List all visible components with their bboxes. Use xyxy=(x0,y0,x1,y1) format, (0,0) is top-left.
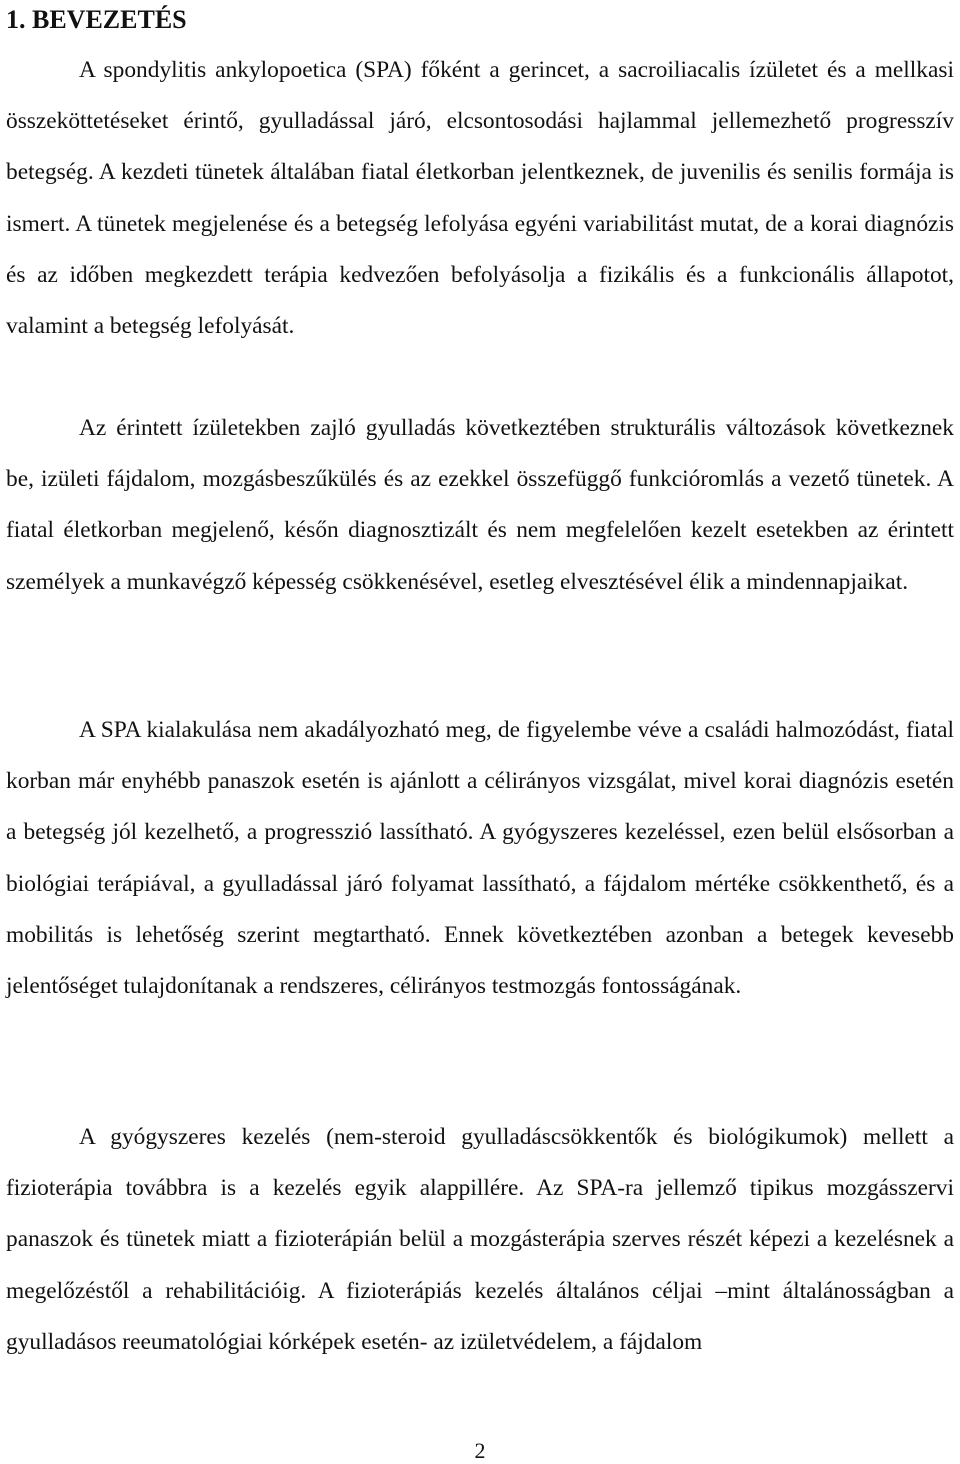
paragraph-intro: A spondylitis ankylopoetica (SPA) főként a gerincet, a sacroiliacalis ízületet és a mellkasi összeköttetéseket érintő, gyulladással járó, elcsontosodási hajlammal jellemezhető progresszív betegség. A kezdeti tünetek általában fiatal életkorban jelentkeznek, de juvenilis és senilis formája is ismert. A tünetek megjelenése és a betegség lefolyása egyéni variabilitást mutat, de a korai diagnózis és az időben megkezdett terápia kedvezően befolyásolja a fizikális és a funkcionális állapotot, valamint a betegség lefolyását. xyxy=(6,57,954,340)
page-number: 2 xyxy=(474,1438,486,1463)
paragraph-physiotherapy: A gyógyszeres kezelés (nem-steroid gyulladáscsökkentők és biológikumok) mellett a fizioterápia továbbra is a kezelés egyik alappillére. Az SPA-ra jellemző tipikus mozgásszervi panaszok és tünetek miatt a fizioterápián belül a mozgásterápia szerves részét képezi a kezelésnek a megelőzéstől a rehabilitációig. A fizioterápiás kezelés általános céljai –mint általánosságban a gyulladásos reeumatológiai kórképek esetén- az izületvédelem, a fájdalom xyxy=(6,1124,954,1355)
paragraph-symptoms: Az érintett ízületekben zajló gyulladás következtében strukturális változások következnek be, izületi fájdalom, mozgásbeszűkülés és az ezekkel összefüggő funkcióromlás a vezető tünetek. A fiatal életkorban megjelenő, későn diagnosztizált és nem megfelelően kezelt esetekben az érintett személyek a munkavégző képesség csökkenésével, esetleg elvesztésével élik a mindennapjaikat. xyxy=(6,415,954,595)
paragraph-treatment: A SPA kialakulása nem akadályozható meg, de figyelembe véve a családi halmozódást, fiatal korban már enyhébb panaszok esetén is ajánlott a célirányos vizsgálat, mivel korai diagnózis esetén a betegség jól kezelhető, a progresszió lassítható. A gyógyszeres kezeléssel, ezen belül elsősorban a biológiai terápiával, a gyulladással járó folyamat lassítható, a fájdalom mértéke csökkenthető, és a mobilitás is lehetőség szerint megtartható. Ennek következtében azonban a betegek kevesebb jelentőséget tulajdonítanak a rendszeres, célirányos testmozgás fontosságának. xyxy=(6,717,954,1000)
section-heading: 1. BEVEZETÉS xyxy=(6,5,187,34)
